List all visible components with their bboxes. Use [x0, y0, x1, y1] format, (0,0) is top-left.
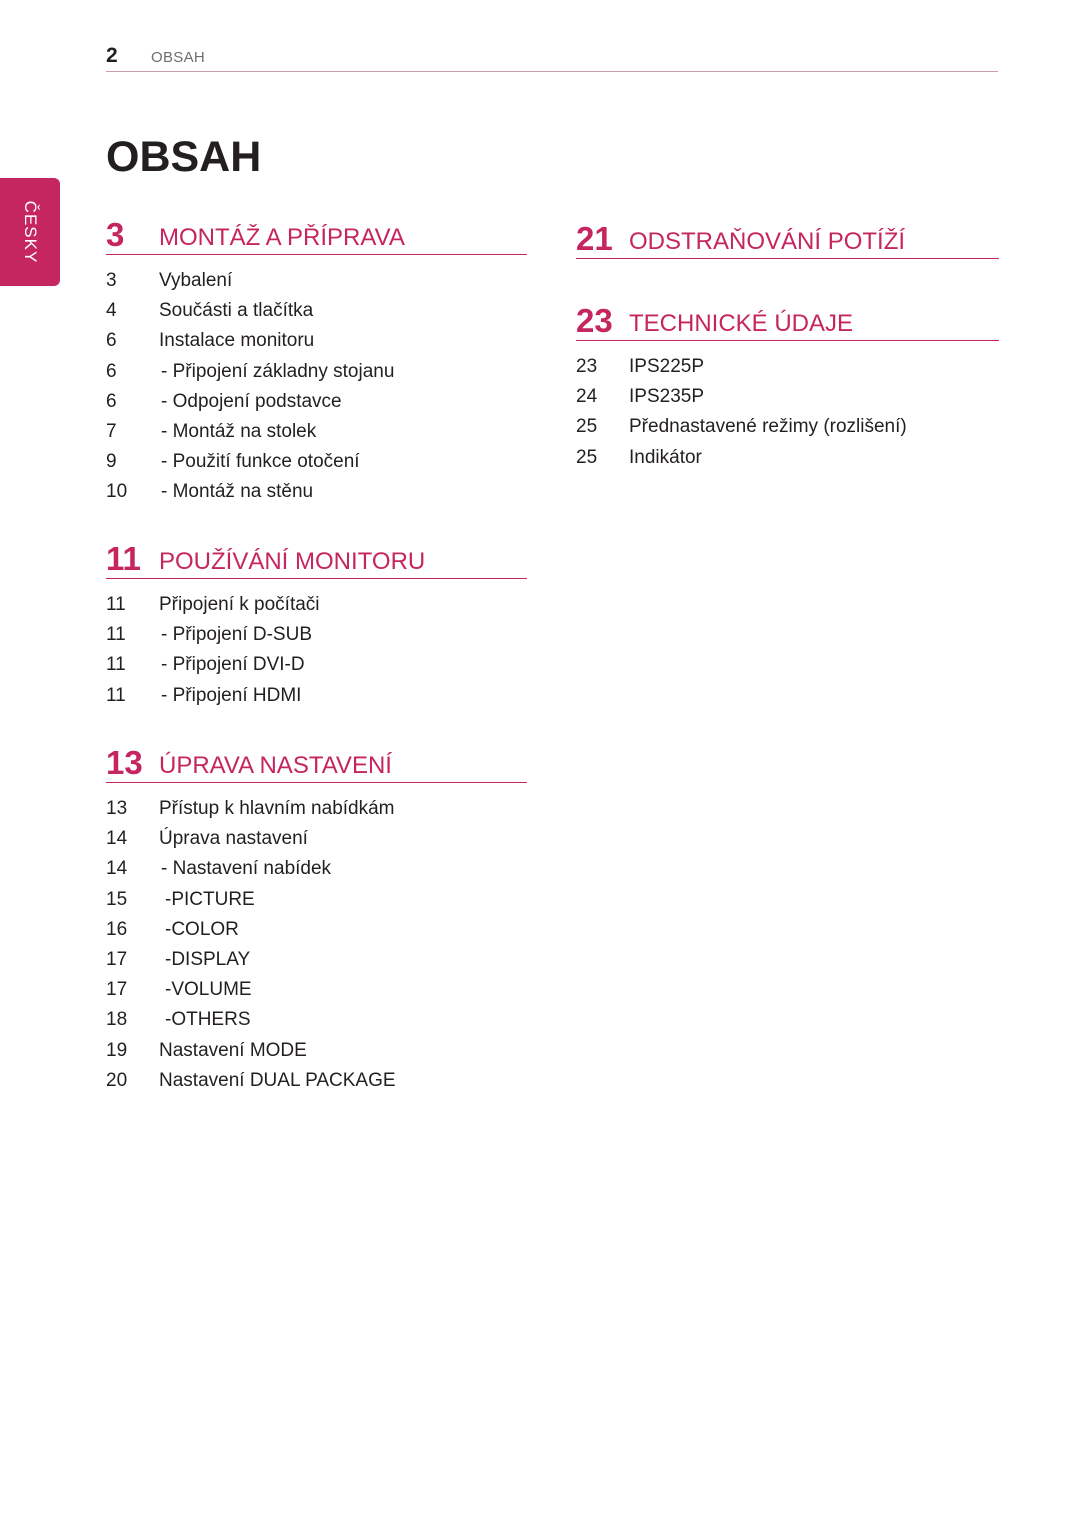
toc-item[interactable]: [106, 1008, 527, 1038]
section-title: ÚPRAVA NASTAVENÍ: [159, 752, 392, 779]
section-title: TECHNICKÉ ÚDAJE: [629, 310, 854, 337]
section-number: 23: [576, 302, 613, 339]
toc-page: 9: [106, 451, 117, 473]
section-heading[interactable]: [576, 222, 999, 259]
toc-item[interactable]: [106, 978, 527, 1008]
toc-text: - Použití funkce otočení: [161, 451, 360, 473]
toc-text: -COLOR: [165, 918, 239, 940]
toc-page: 14: [106, 828, 128, 850]
toc-page: 11: [106, 624, 126, 646]
toc-item[interactable]: [106, 390, 527, 420]
toc-item[interactable]: [106, 857, 527, 887]
page-title: OBSAH: [106, 133, 262, 181]
toc-text: - Nastavení nabídek: [161, 858, 332, 880]
toc-item[interactable]: [576, 415, 999, 445]
section-title: MONTÁŽ A PŘÍPRAVA: [159, 224, 405, 251]
toc-section-odstranovani: [576, 222, 999, 259]
toc-item[interactable]: [106, 593, 527, 623]
toc-item[interactable]: [106, 1069, 527, 1099]
header-page-number: 2: [106, 44, 118, 67]
toc-section-montaz: [106, 218, 527, 511]
section-title: POUŽÍVÁNÍ MONITORU: [159, 548, 426, 575]
toc-item[interactable]: [106, 684, 527, 714]
toc-text: Instalace monitoru: [159, 330, 315, 352]
toc-text: Součásti a tlačítka: [159, 300, 314, 322]
toc-text: - Odpojení podstavce: [161, 390, 342, 412]
section-divider: [576, 258, 999, 259]
toc-item[interactable]: [106, 888, 527, 918]
toc-page: 20: [106, 1069, 128, 1091]
toc-text: Indikátor: [629, 446, 702, 468]
section-divider: [106, 782, 527, 783]
toc-item[interactable]: [576, 355, 999, 385]
toc-item[interactable]: [106, 360, 527, 390]
toc-page: 18: [106, 1009, 128, 1031]
toc-text: -VOLUME: [165, 979, 252, 1001]
toc-item[interactable]: [106, 329, 527, 359]
toc-page: 17: [106, 979, 128, 1001]
toc-item[interactable]: [106, 653, 527, 683]
toc-page: 17: [106, 948, 128, 970]
toc-section-pouzivani: [106, 542, 527, 714]
toc-item[interactable]: [106, 623, 527, 653]
toc-item[interactable]: [106, 450, 527, 480]
toc-text: - Připojení základny stojanu: [161, 360, 395, 382]
toc-text: Nastavení MODE: [159, 1039, 307, 1061]
toc-text: Přístup k hlavním nabídkám: [159, 798, 395, 819]
toc-item[interactable]: [106, 797, 527, 827]
toc-page: 11: [106, 594, 126, 615]
language-tab-label: ČESKY: [21, 200, 40, 264]
toc-text: IPS235P: [629, 386, 704, 408]
toc-page: 15: [106, 888, 128, 910]
toc-page: 14: [106, 858, 128, 880]
section-number: 11: [106, 540, 141, 577]
toc-item[interactable]: [106, 1039, 527, 1069]
toc-text: - Montáž na stěnu: [161, 481, 314, 503]
toc-text: IPS225P: [629, 356, 704, 377]
section-number: 21: [576, 220, 613, 257]
header-title: OBSAH: [151, 49, 206, 66]
toc-page: 6: [106, 330, 117, 352]
toc-page: 10: [106, 481, 128, 503]
toc-page: 3: [106, 270, 117, 291]
toc-text: Vybalení: [159, 270, 233, 291]
toc-page: 19: [106, 1039, 128, 1061]
language-tab: [0, 178, 60, 286]
toc-page: 7: [106, 420, 117, 442]
section-number: 3: [106, 216, 125, 253]
toc-page: 13: [106, 798, 128, 819]
toc-item[interactable]: [106, 269, 527, 299]
toc-item[interactable]: [106, 480, 527, 510]
section-heading[interactable]: [106, 746, 527, 783]
toc-page: 4: [106, 300, 117, 322]
section-divider: [106, 254, 527, 255]
toc-text: Připojení k počítači: [159, 594, 320, 615]
toc-page: 23: [576, 356, 598, 377]
toc-page: 6: [106, 360, 117, 382]
toc-item[interactable]: [576, 446, 999, 476]
page-header: [106, 44, 998, 72]
toc-page: 25: [576, 416, 598, 438]
toc-text: -OTHERS: [165, 1009, 251, 1031]
toc-text: - Připojení D-SUB: [161, 624, 312, 646]
section-number: 13: [106, 744, 143, 781]
toc-text: -DISPLAY: [165, 948, 251, 970]
toc-item[interactable]: [106, 420, 527, 450]
section-title: ODSTRAŇOVÁNÍ POTÍŽÍ: [629, 228, 906, 255]
section-divider: [106, 578, 527, 579]
toc-text: - Montáž na stolek: [161, 420, 317, 442]
toc-text: -PICTURE: [165, 888, 255, 910]
toc-item[interactable]: [106, 918, 527, 948]
toc-page: 11: [106, 654, 126, 676]
toc-page: 16: [106, 918, 128, 940]
toc-text: Úprava nastavení: [159, 828, 308, 850]
toc-text: Přednastavené režimy (rozlišení): [629, 416, 907, 438]
section-heading[interactable]: [106, 218, 527, 255]
toc-section-technicke: [576, 304, 999, 476]
toc-page: 6: [106, 390, 117, 412]
toc-item[interactable]: [106, 827, 527, 857]
toc-item[interactable]: [576, 385, 999, 415]
toc-item[interactable]: [106, 299, 527, 329]
toc-page: 24: [576, 386, 598, 408]
toc-item[interactable]: [106, 948, 527, 978]
section-heading[interactable]: [576, 304, 999, 341]
toc-text: - Připojení HDMI: [161, 684, 302, 706]
section-divider: [576, 340, 999, 341]
toc-section-uprava: [106, 746, 527, 1099]
toc-page: 25: [576, 446, 598, 468]
toc-text: - Připojení DVI-D: [161, 654, 305, 676]
toc-page: 11: [106, 684, 126, 706]
section-heading[interactable]: [106, 542, 527, 579]
toc-text: Nastavení DUAL PACKAGE: [159, 1069, 396, 1091]
